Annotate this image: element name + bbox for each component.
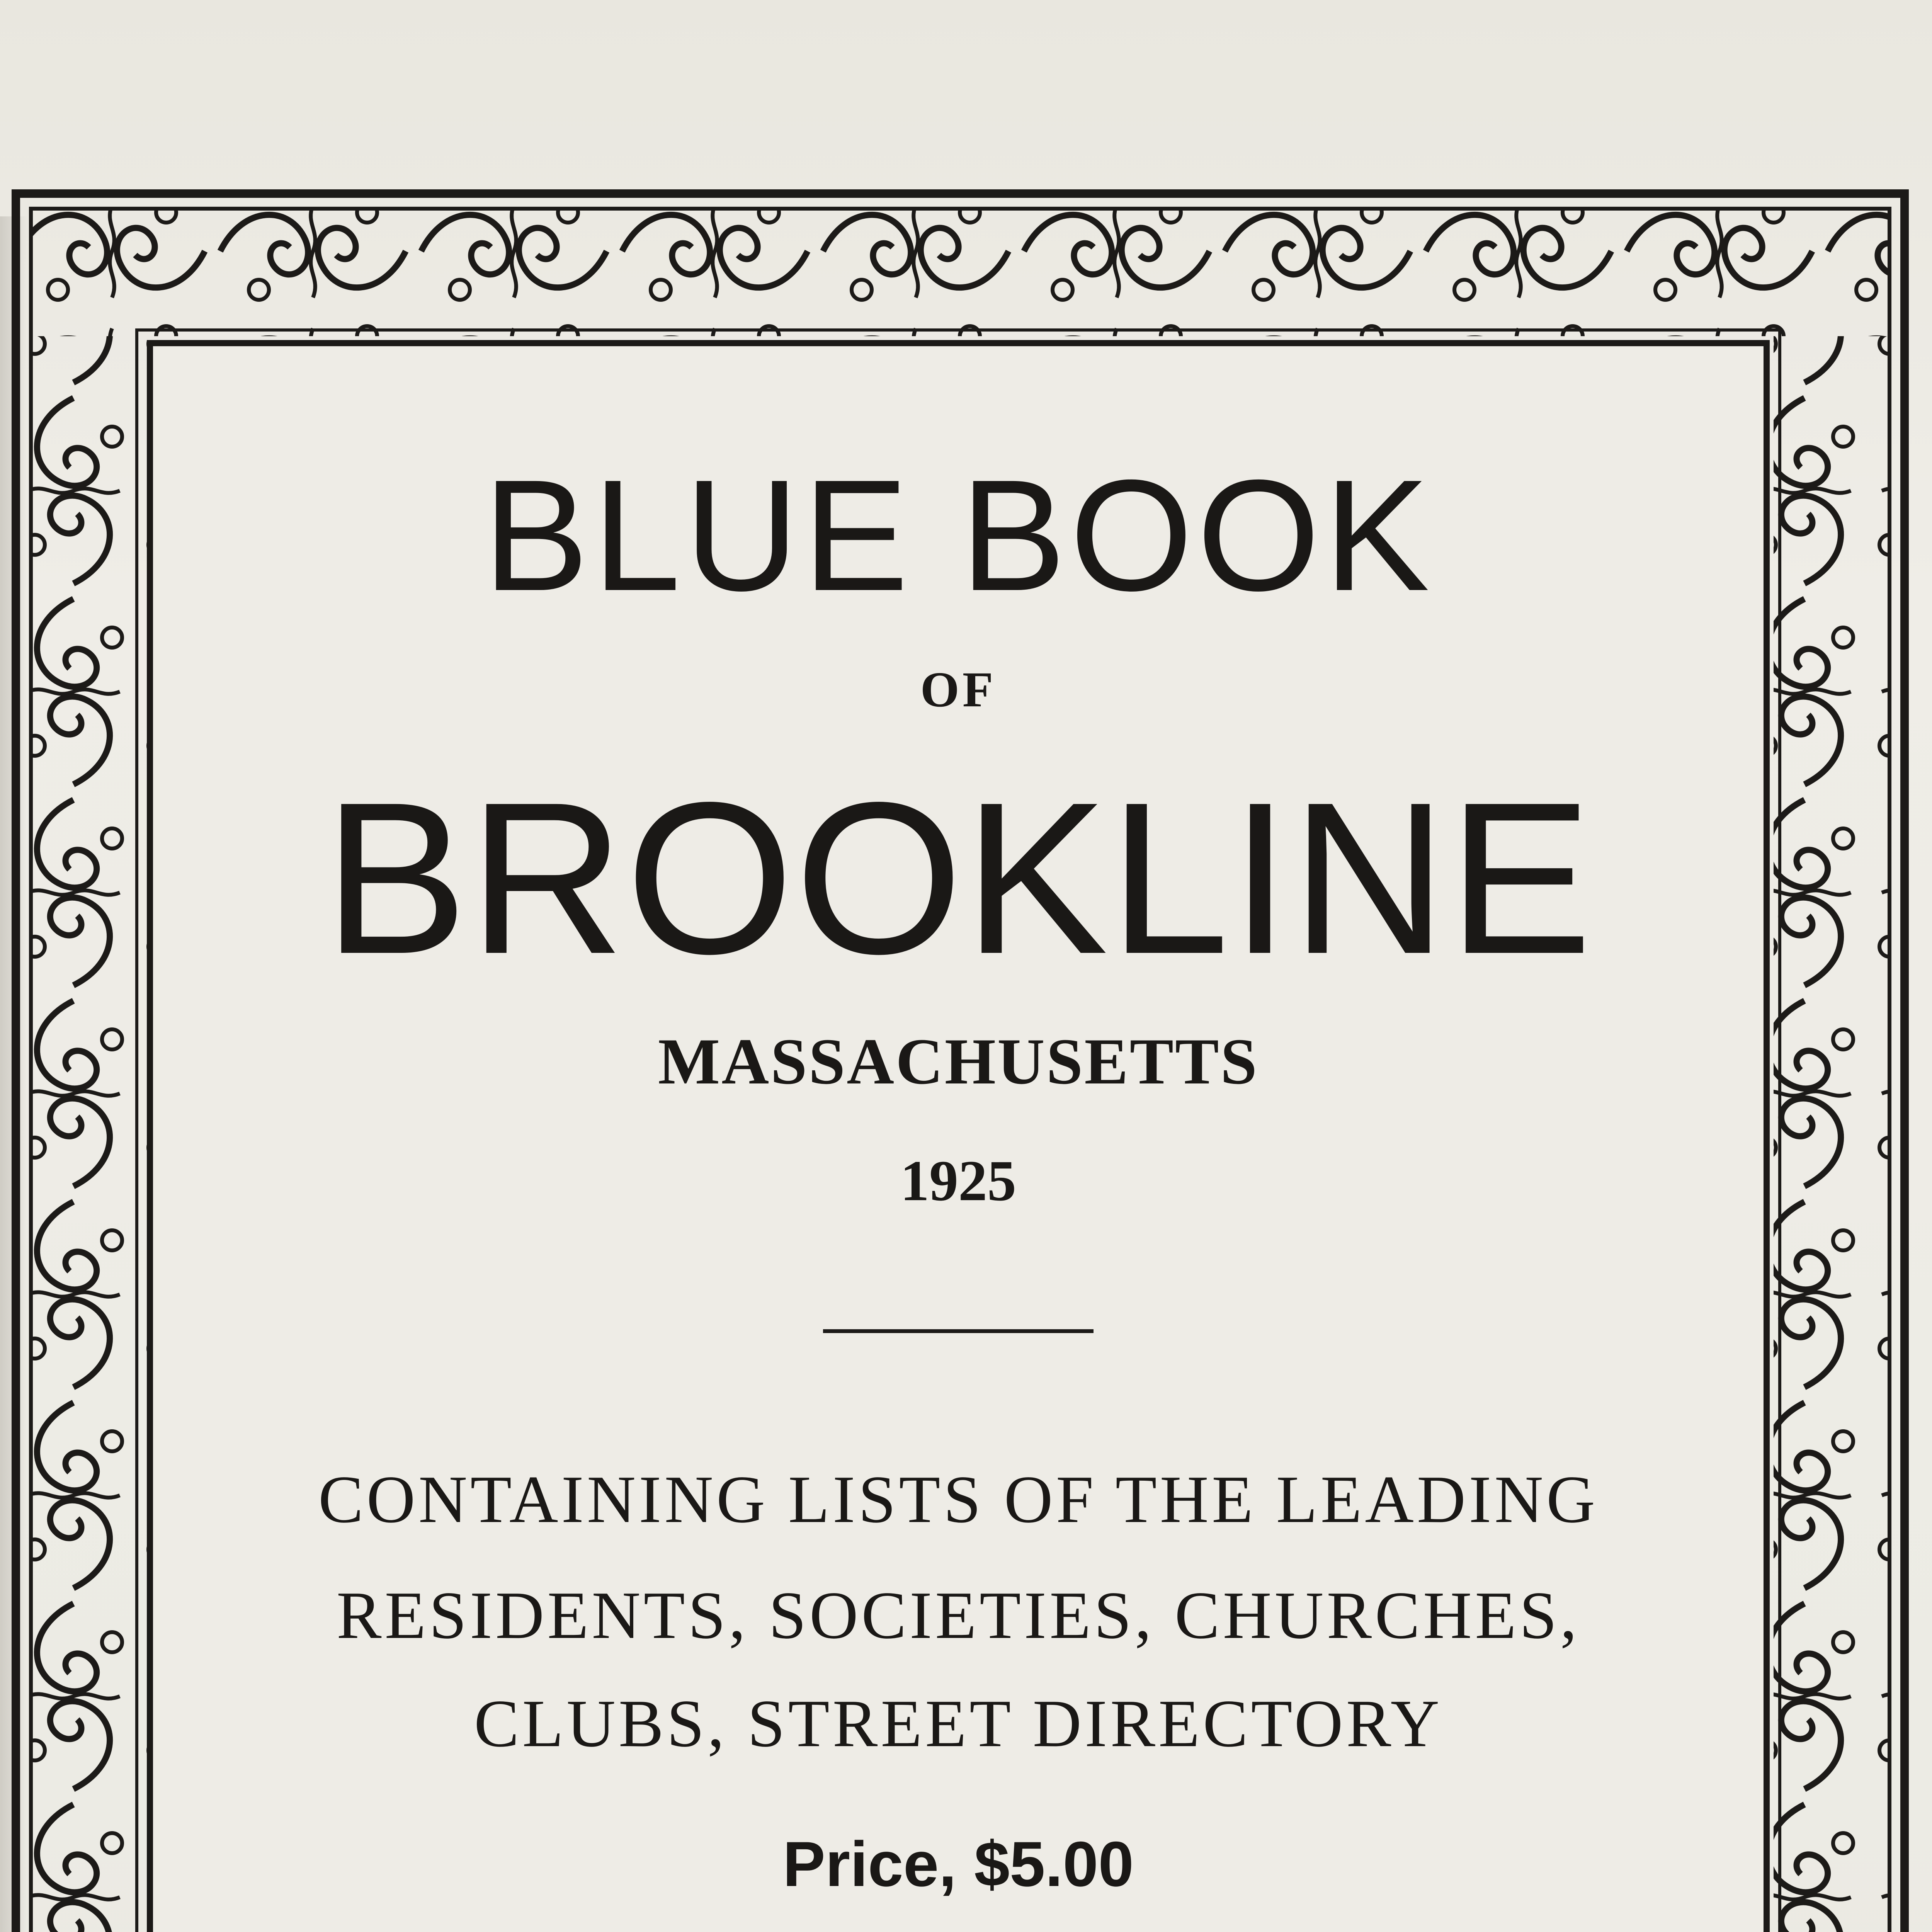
divider-rule (823, 1329, 1094, 1333)
edition-year: 1925 (900, 1149, 1016, 1213)
description-line: CLUBS, STREET DIRECTORY (474, 1686, 1443, 1761)
book-title-of: OF (920, 662, 997, 718)
state-name: MASSACHUSETTS (658, 1025, 1259, 1098)
description-line: RESIDENTS, SOCIETIES, CHURCHES, (336, 1578, 1580, 1653)
book-title-line1: BLUE BOOK (483, 447, 1434, 624)
description-line: CONTAINING LISTS OF THE LEADING (318, 1462, 1599, 1537)
title-page (147, 340, 1770, 1932)
book-title-main: BROOKLINE (323, 757, 1593, 999)
price: Price, $5.00 (782, 1828, 1134, 1900)
